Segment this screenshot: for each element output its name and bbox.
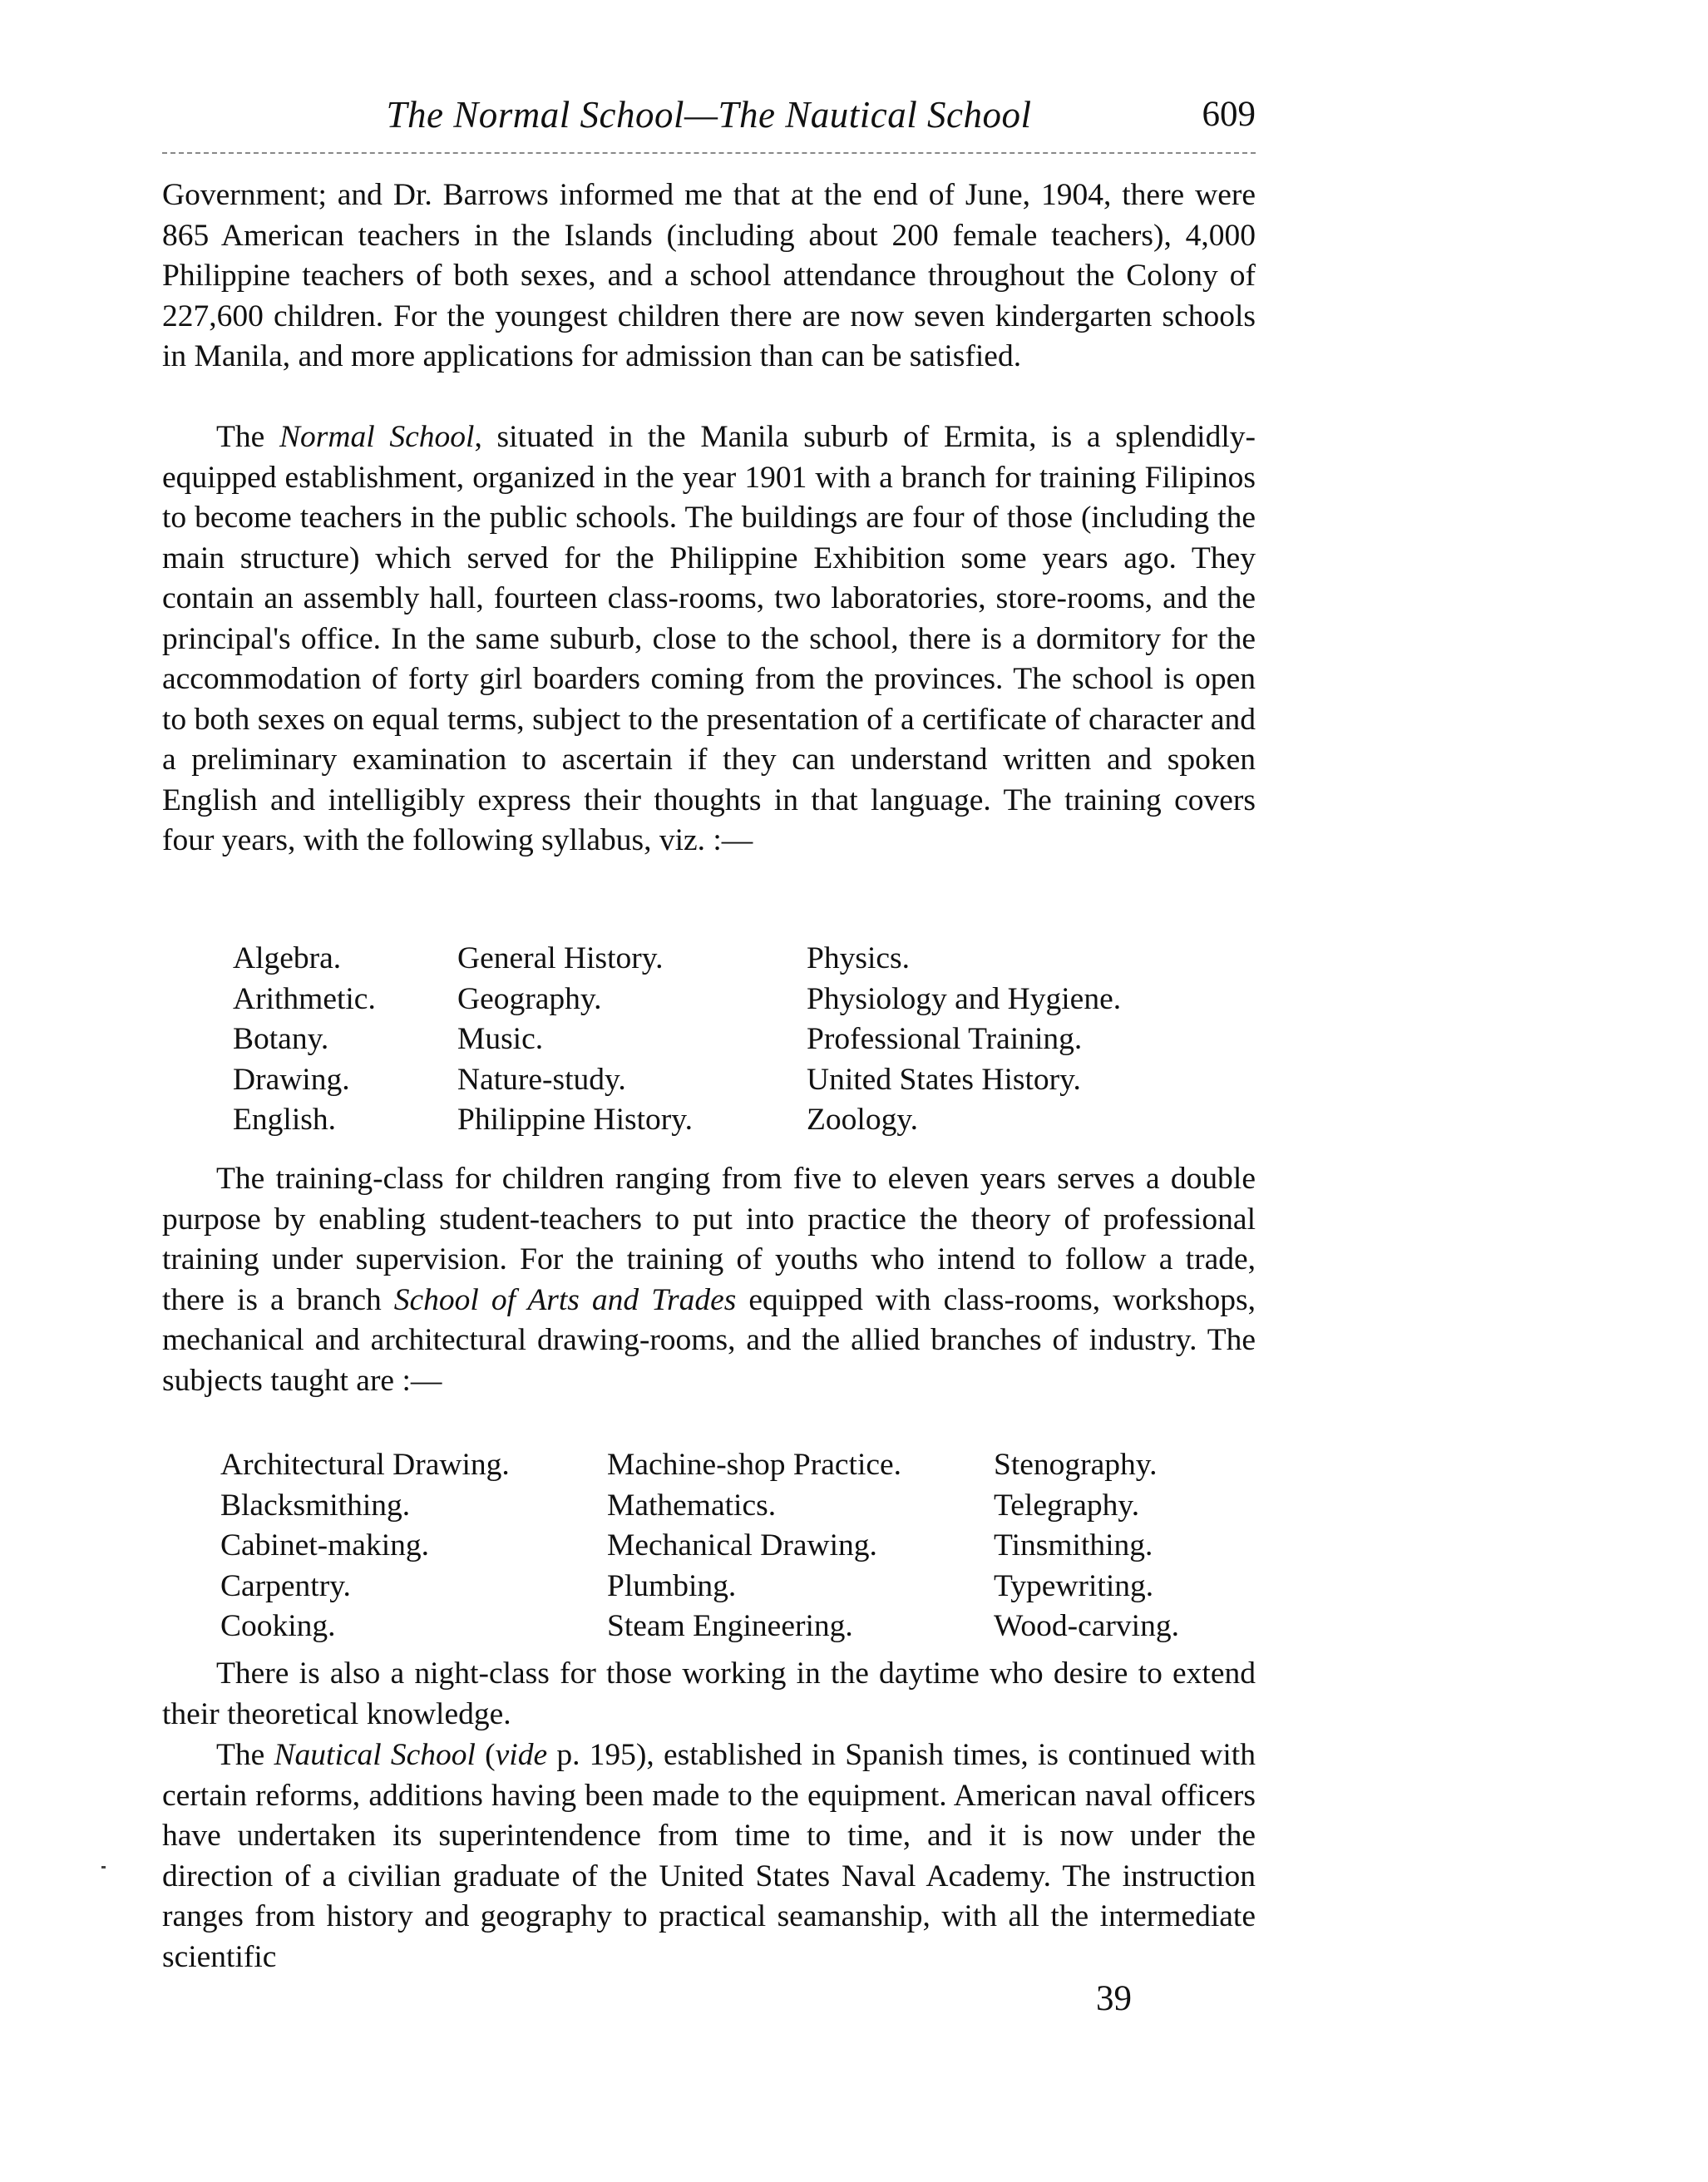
arts-trades-term: School of Arts and Trades bbox=[393, 1282, 737, 1317]
subject-item: Stenography. bbox=[994, 1448, 1158, 1482]
header-rule bbox=[162, 152, 1256, 154]
subject-item: Steam Engineering. bbox=[607, 1609, 853, 1643]
subject-item: Typewriting. bbox=[994, 1568, 1154, 1603]
syllabus-item: General History. bbox=[457, 941, 664, 975]
subject-item: Machine-shop Practice. bbox=[607, 1448, 902, 1482]
vide-term: vide bbox=[495, 1738, 548, 1772]
signature-mark: 39 bbox=[1096, 1979, 1132, 2018]
paragraph-text: Government; and Dr. Barrows informed me that at the end of June, 1904, there were 865 American teachers in the Islands (including about 200 female teachers), 4,000 Philippine teachers of both sexes, and a school attendance throughout the Colony of 227,600 children. For the youngest children there are now seven kindergarten schools in Manila, and more applications for admission than can be satisfied. bbox=[162, 178, 1256, 373]
syllabus-item: Geography. bbox=[457, 981, 602, 1016]
paragraph-nautical-school: The Nautical School (vide p. 195), established in Spanish times, is continued with certain reforms, additions having been made to the equipment. American naval officers have undertaken its superintendence from time to time, and it is now under the direction of a civilian graduate of the United States Naval Academy. The instruction ranges from history and geography to practical seamanship, with all the intermediate scientific bbox=[162, 1738, 1256, 1974]
nautical-school-term: Nautical School bbox=[274, 1738, 476, 1772]
paragraph-statistics bbox=[162, 175, 1256, 378]
subject-item: Mathematics. bbox=[607, 1488, 777, 1523]
subject-item: Tinsmithing. bbox=[994, 1528, 1153, 1562]
syllabus-item: Physiology and Hygiene. bbox=[807, 981, 1122, 1016]
subject-item: Wood-carving. bbox=[994, 1609, 1179, 1643]
syllabus-item: Zoology. bbox=[807, 1103, 919, 1137]
syllabus-item: Drawing. bbox=[233, 1062, 350, 1097]
running-title: The Normal School—The Nautical School bbox=[386, 94, 1032, 136]
syllabus-item: Nature-study. bbox=[457, 1062, 626, 1097]
syllabus-item: Physics. bbox=[807, 941, 910, 975]
syllabus-item: United States History. bbox=[807, 1062, 1081, 1097]
margin-mark bbox=[101, 1866, 106, 1869]
syllabus-item: Professional Training. bbox=[807, 1022, 1083, 1056]
syllabus-item: Algebra. bbox=[233, 941, 342, 975]
syllabus-item: Botany. bbox=[233, 1022, 329, 1056]
subject-item: Carpentry. bbox=[220, 1568, 351, 1603]
subject-item: Blacksmithing. bbox=[220, 1488, 411, 1523]
syllabus-item: Music. bbox=[457, 1022, 544, 1056]
subject-item: Plumbing. bbox=[607, 1568, 737, 1603]
paragraph-training-class: The training-class for children ranging from five to eleven years serves a double purpose by enabling student-teachers to put into practice the theory of professional training under supervision. For the training of youths who intend to follow a trade, there is a branch School of Arts and Trades equipped with class-rooms, workshops, mechanical and architectural drawing-rooms, and the allied branches of industry. The subjects taught are :— bbox=[162, 1162, 1256, 1398]
running-head bbox=[162, 90, 1256, 140]
page-number: 609 bbox=[1202, 95, 1256, 134]
syllabus-item: English. bbox=[233, 1103, 336, 1137]
syllabus-item: Arithmetic. bbox=[233, 981, 376, 1016]
paragraph-normal-school: The Normal School, situated in the Manila suburb of Ermita, is a splendidly-equipped establishment, organized in the year 1901 with a branch for training Filipinos to become teachers in the public schools. The buildings are four of those (including the main structure) which served for the Philippine Exhibition some years ago. They contain an assembly hall, fourteen class-rooms, two laboratories, store-rooms, and the principal's office. In the same suburb, close to the school, there is a dormitory for the accommodation of forty girl boarders coming from the provinces. The school is open to both sexes on equal terms, subject to the presentation of a certificate of character and a preliminary examination to ascertain if they can understand written and spoken English and intelligibly express their thoughts in that language. The training covers four years, with the following syllabus, viz. :— bbox=[162, 420, 1256, 857]
normal-school-term: Normal School bbox=[279, 420, 475, 454]
normal-school-syllabus bbox=[233, 939, 1222, 1141]
subject-item: Cooking. bbox=[220, 1609, 336, 1643]
arts-trades-subjects bbox=[220, 1445, 1243, 1647]
subject-item: Cabinet-making. bbox=[220, 1528, 429, 1562]
subject-item: Architectural Drawing. bbox=[220, 1448, 510, 1482]
syllabus-item: Philippine History. bbox=[457, 1103, 693, 1137]
paragraph-night-class: There is also a night-class for those working in the daytime who desire to extend their theoretical knowledge. bbox=[162, 1656, 1256, 1731]
subject-item: Mechanical Drawing. bbox=[607, 1528, 877, 1562]
subject-item: Telegraphy. bbox=[994, 1488, 1140, 1523]
